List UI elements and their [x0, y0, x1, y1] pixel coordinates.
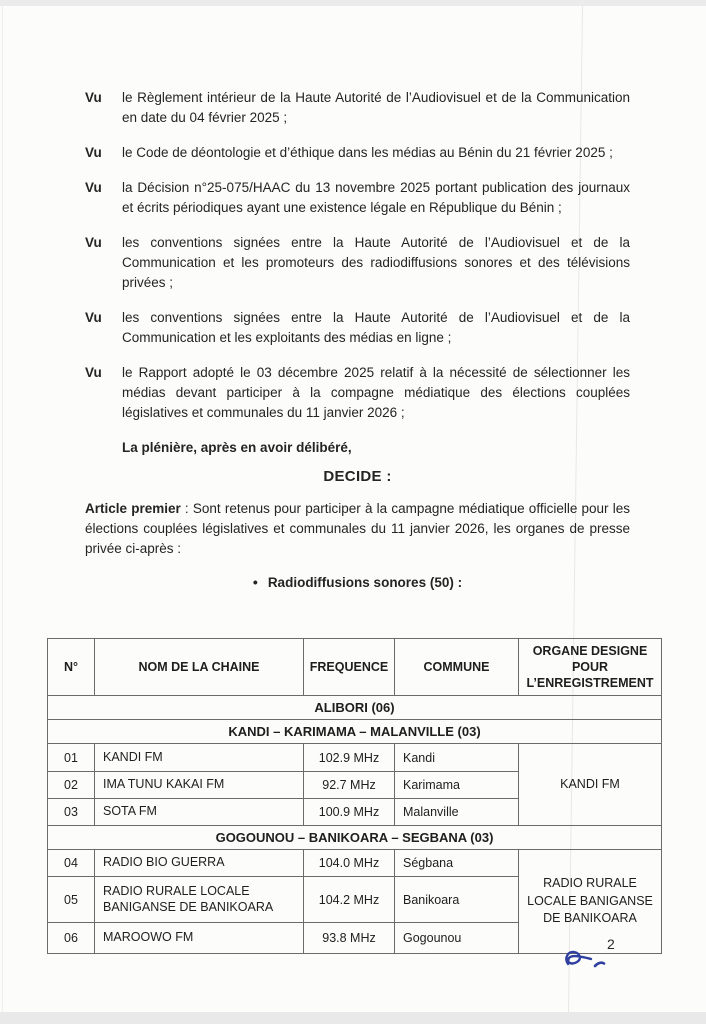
station-frequency: 92.7 MHz — [304, 772, 395, 799]
consideration-text: les conventions signées entre la Haute Autorité de l’Audiovisuel et de la Communication et les exploitants des médias en ligne ; — [122, 310, 630, 345]
article-label: Article premier — [85, 501, 181, 516]
station-name: MAROOWO FM — [95, 923, 304, 954]
document-body — [85, 88, 630, 593]
scan-edge-left — [2, 6, 3, 1012]
vu-label: Vu — [85, 310, 102, 325]
station-name: SOTA FM — [95, 799, 304, 826]
commune-group-header: GOGOUNOU – BANIKOARA – SEGBANA (03) — [48, 826, 662, 850]
vu-label: Vu — [85, 180, 102, 195]
radio-section-heading — [85, 572, 630, 593]
vu-label: Vu — [85, 365, 102, 380]
col-header-commune: COMMUNE — [395, 639, 519, 696]
station-commune: Karimama — [395, 772, 519, 799]
station-commune: Ségbana — [395, 850, 519, 877]
station-name: KANDI FM — [95, 744, 304, 772]
signature-tick — [595, 963, 604, 966]
organe-designe-group-1: KANDI FM — [519, 744, 662, 826]
station-number: 03 — [48, 799, 95, 826]
vu-label: Vu — [85, 145, 102, 160]
consideration-text: le Code de déontologie et d’éthique dans les médias au Bénin du 21 février 2025 ; — [122, 145, 613, 160]
bullet-icon: • — [252, 574, 258, 590]
station-number: 02 — [48, 772, 95, 799]
article-text: : Sont retenus pour participer à la campagne médiatique officielle pour les élections couplées législatives et communales du 11 janvier 2026, les organes de presse privée ci-après : — [85, 501, 630, 556]
col-header-organe: ORGANE DESIGNE POUR L’ENREGISTREMENT — [519, 639, 662, 696]
station-frequency: 102.9 MHz — [304, 744, 395, 772]
vu-label: Vu — [85, 235, 102, 250]
signature-initials-ink — [561, 945, 611, 977]
station-frequency: 100.9 MHz — [304, 799, 395, 826]
scan-edge-top — [0, 0, 706, 6]
consideration-text: les conventions signées entre la Haute Autorité de l’Audiovisuel et de la Communication et les promoteurs des radiodiffusions sonores et des télévisions privées ; — [122, 235, 630, 290]
consideration-text: la Décision n°25-075/HAAC du 13 novembre 2025 portant publication des journaux et écrits périodiques ayant une existence légale en République du Bénin ; — [122, 180, 630, 215]
consideration-item-5 — [85, 308, 630, 348]
scan-edge-bottom — [0, 1012, 706, 1024]
region-header: ALIBORI (06) — [48, 696, 662, 720]
vu-label: Vu — [85, 90, 102, 105]
station-name: IMA TUNU KAKAI FM — [95, 772, 304, 799]
commune-group-header-row-2 — [48, 826, 662, 850]
deliberation-line: La plénière, après en avoir délibéré, — [122, 440, 352, 455]
station-frequency: 104.2 MHz — [304, 877, 395, 923]
station-commune: Banikoara — [395, 877, 519, 923]
station-name: RADIO RURALE LOCALE BANIGANSE DE BANIKOARA — [95, 877, 304, 923]
consideration-text: le Rapport adopté le 03 décembre 2025 relatif à la nécessité de sélectionner les médias devant participer à la compagne médiatique des élections couplées législatives et communales du 11 janvier 2026 ; — [122, 365, 630, 420]
consideration-item-4 — [85, 233, 630, 293]
consideration-item-3 — [85, 178, 630, 218]
station-row-04 — [48, 850, 662, 877]
col-header-name: NOM DE LA CHAINE — [95, 639, 304, 696]
station-number: 06 — [48, 923, 95, 954]
stations-table — [47, 638, 662, 954]
region-header-row — [48, 696, 662, 720]
page-number: 2 — [607, 936, 615, 952]
consideration-text: le Règlement intérieur de la Haute Autorité de l’Audiovisuel et de la Communication en date du 04 février 2025 ; — [122, 90, 630, 125]
col-header-frequency: FREQUENCE — [304, 639, 395, 696]
station-row-01 — [48, 744, 662, 772]
consideration-item-1 — [85, 88, 630, 128]
station-number: 04 — [48, 850, 95, 877]
commune-group-header: KANDI – KARIMAMA – MALANVILLE (03) — [48, 720, 662, 744]
decide-heading: DECIDE : — [323, 468, 392, 485]
commune-group-header-row-1 — [48, 720, 662, 744]
station-number: 05 — [48, 877, 95, 923]
station-commune: Gogounou — [395, 923, 519, 954]
station-frequency: 104.0 MHz — [304, 850, 395, 877]
signature-stroke — [566, 952, 591, 964]
radio-section-label: Radiodiffusions sonores (50) : — [267, 575, 463, 590]
consideration-item-2 — [85, 143, 630, 163]
col-header-num: N° — [48, 639, 95, 696]
station-commune: Kandi — [395, 744, 519, 772]
station-commune: Malanville — [395, 799, 519, 826]
station-number: 01 — [48, 744, 95, 772]
table-header-row — [48, 639, 662, 696]
article-premier-paragraph — [85, 499, 630, 559]
organe-designe-group-2: RADIO RURALE LOCALE BANIGANSE DE BANIKOARA — [519, 850, 662, 954]
consideration-item-6 — [85, 363, 630, 423]
station-frequency: 93.8 MHz — [304, 923, 395, 954]
station-name: RADIO BIO GUERRA — [95, 850, 304, 877]
